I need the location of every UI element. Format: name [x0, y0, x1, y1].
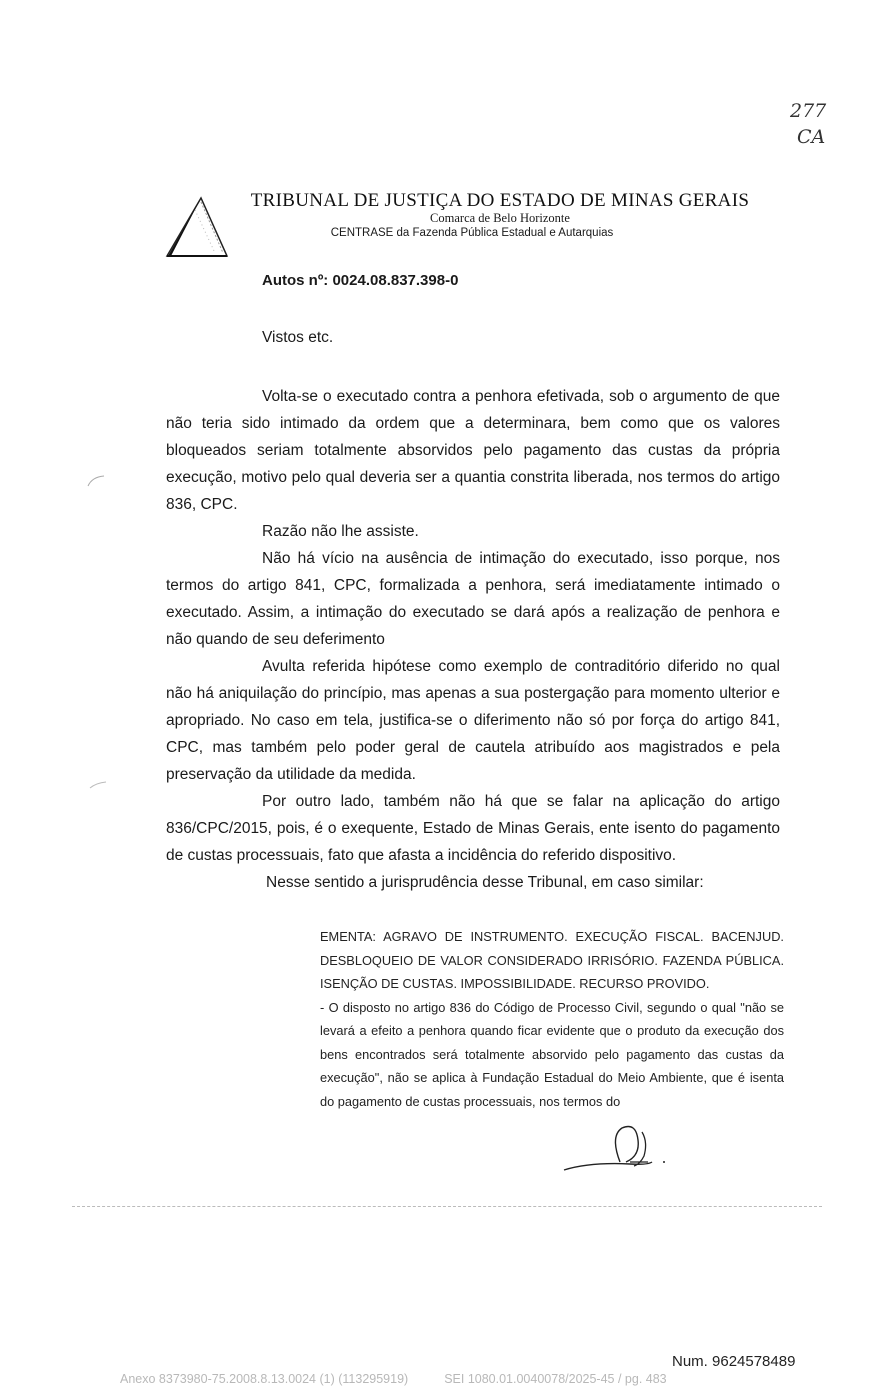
- paragraph: Nesse sentido a jurisprudência desse Tribunal, em caso similar:: [266, 874, 704, 891]
- signature: [560, 1122, 680, 1178]
- case-number: Autos nº: 0024.08.837.398-0: [262, 272, 459, 289]
- unit-line: CENTRASE da Fazenda Pública Estadual e Autarquias: [330, 227, 614, 239]
- court-title: TRIBUNAL DE JUSTIÇA DO ESTADO DE MINAS GERAIS: [250, 190, 750, 211]
- margin-mark-icon: [88, 780, 108, 790]
- greeting: Vistos etc.: [262, 329, 334, 346]
- comarca-line: Comarca de Belo Horizonte: [430, 211, 570, 225]
- paragraph: Volta-se o executado contra a penhora efetivada, sob o argumento de que não teria sido intimado da ordem que a determinara, bem como que os valores bloqueados seriam totalmente absorvidos pelo pagamento das custas da própria execução, motivo pelo qual deveria ser a quantia constrita liberada, nos termos do artigo 836, CPC.: [166, 388, 780, 513]
- court-logo: [165, 196, 229, 260]
- page-number-handwritten: 277: [790, 100, 827, 122]
- jurisprudence-quote: [320, 925, 784, 1113]
- document-number: Num. 9624578489: [672, 1353, 796, 1370]
- annex-reference: Anexo 8373980-75.2008.8.13.0024 (1) (113295919): [120, 1372, 409, 1386]
- paragraph: Razão não lhe assiste.: [262, 523, 419, 540]
- initials-handwritten: CA: [797, 126, 826, 148]
- paragraph: Avulta referida hipótese como exemplo de contraditório diferido no qual não há aniquilação do princípio, mas apenas a sua postergação para momento ulterior e apropriado. No caso em tela, justifica-se o diferimento não só por força do artigo 841, CPC, mas também pelo poder geral de cautela atribuído aos magistrados e pela preservação da utilidade da medida.: [166, 658, 780, 783]
- margin-mark-icon: [86, 474, 106, 488]
- ementa-text: - O disposto no artigo 836 do Código de Processo Civil, segundo o qual "não se levará a efeito a penhora quando ficar evidente que o produto da execução dos bens encontrados será totalmente absorvido pelo pagamento das custas da execução", não se aplica à Fundação Estadual do Meio Ambiente, que é isenta do pagamento de custas processuais, nos termos do: [320, 999, 784, 1109]
- page-divider: [72, 1206, 822, 1207]
- ementa-heading: EMENTA: AGRAVO DE INSTRUMENTO. EXECUÇÃO FISCAL. BACENJUD. DESBLOQUEIO DE VALOR CONSIDERADO IRRISÓRIO. FAZENDA PÚBLICA. ISENÇÃO DE CUSTAS. IMPOSSIBILIDADE. RECURSO PROVIDO.: [320, 929, 784, 991]
- sei-reference: SEI 1080.01.0040078/2025-45 / pg. 483: [444, 1372, 667, 1386]
- paragraph: Não há vício na ausência de intimação do executado, isso porque, nos termos do artigo 841, CPC, formalizada a penhora, será imediatamente intimado o executado. Assim, a intimação do executado se dará após a realização de penhora e não quando de seu deferimento: [166, 550, 780, 648]
- decision-body: [166, 383, 780, 896]
- footer-watermark: [120, 1372, 780, 1386]
- paragraph: Por outro lado, também não há que se falar na aplicação do artigo 836/CPC/2015, pois, é o exequente, Estado de Minas Gerais, ente isento do pagamento de custas processuais, fato que afasta a incidência do referido dispositivo.: [166, 793, 780, 864]
